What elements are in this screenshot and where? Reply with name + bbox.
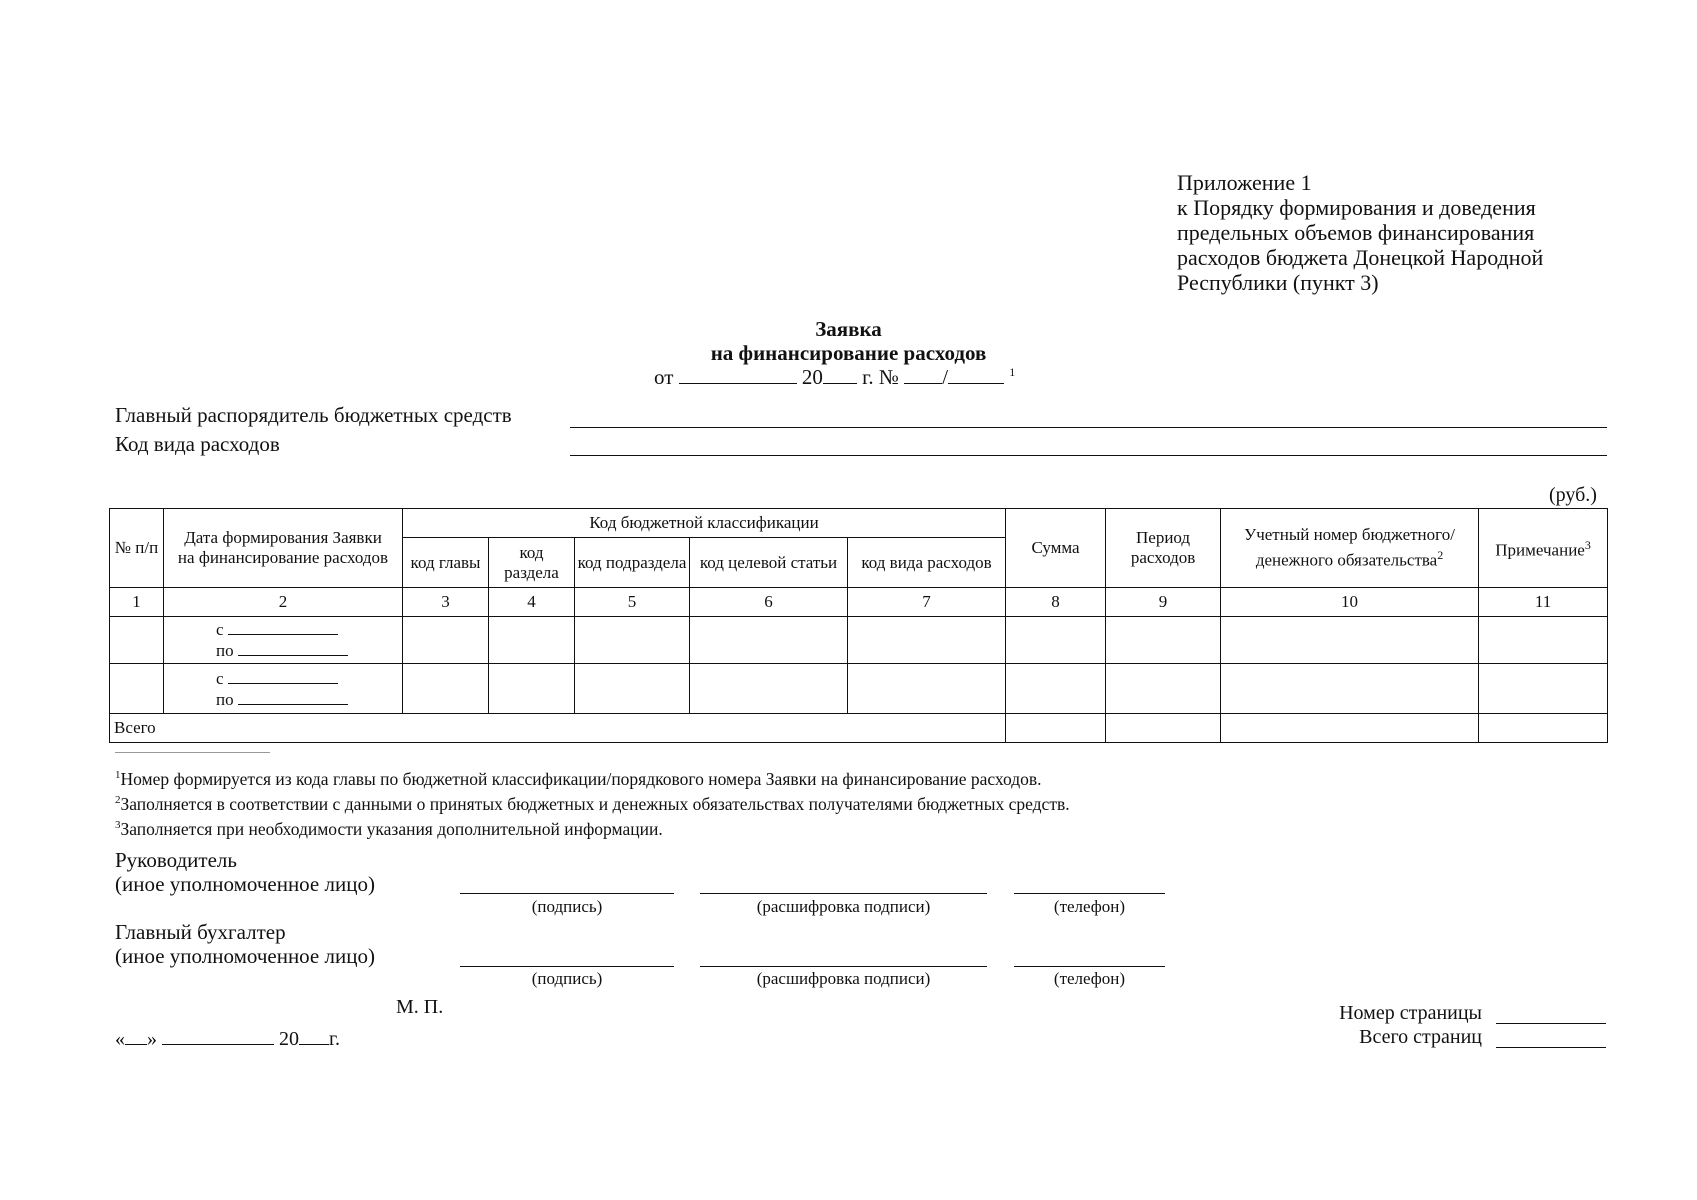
day-blank[interactable]: [125, 1026, 147, 1045]
cell-period[interactable]: [1106, 664, 1221, 714]
header-note-text: Примечание: [1495, 540, 1585, 560]
main-manager-field[interactable]: [570, 427, 1607, 428]
footnote-ref-3: 3: [1584, 538, 1591, 553]
header-code-subsection: код подраздела: [575, 538, 690, 588]
cell-date-range[interactable]: [164, 617, 403, 664]
document-title: [0, 317, 1697, 365]
period-to-label: по: [216, 689, 234, 709]
column-number: 1: [110, 588, 164, 617]
cell-note[interactable]: [1479, 617, 1608, 664]
title-date-line: [654, 365, 1015, 390]
page-number-field[interactable]: [1496, 1023, 1606, 1024]
total-label: Всего: [110, 714, 1006, 743]
footnote-ref-2: 2: [1437, 548, 1444, 563]
head-signature-caption: (подпись): [531, 897, 603, 916]
year-blank[interactable]: [823, 365, 857, 384]
cell-sum[interactable]: [1006, 664, 1106, 714]
quote-close: »: [147, 1028, 157, 1050]
total-account-number[interactable]: [1221, 714, 1479, 743]
bottom-year-suffix: г.: [329, 1028, 340, 1050]
header-budget-class: Код бюджетной классификации: [403, 509, 1006, 538]
period-from-blank[interactable]: [228, 619, 338, 635]
header-period: Период расходов: [1106, 509, 1221, 588]
period-to-label: по: [216, 641, 234, 660]
cell-sum[interactable]: [1006, 617, 1106, 664]
footnote-2: [115, 790, 1070, 815]
column-number: 3: [403, 588, 489, 617]
head-title: Руководитель: [115, 848, 237, 872]
header-sum: Сумма: [1006, 509, 1106, 588]
month-blank[interactable]: [162, 1026, 274, 1045]
header-note: [1479, 509, 1608, 588]
date-prefix: от: [654, 365, 674, 389]
currency-label: (руб.): [1549, 484, 1597, 506]
cell-code-section[interactable]: [489, 664, 575, 714]
accountant-decoding-field[interactable]: [700, 966, 987, 967]
footnote-ref-1: 1: [1009, 365, 1016, 379]
accountant-signature-label: [115, 920, 375, 968]
cell-code-target[interactable]: [690, 664, 848, 714]
appendix-line: Приложение 1: [1177, 170, 1312, 195]
title-line-2: на финансирование расходов: [710, 341, 987, 365]
page-number-label: Номер страницы: [1339, 1002, 1482, 1024]
column-number: 8: [1006, 588, 1106, 617]
accountant-phone-field[interactable]: [1014, 966, 1165, 967]
stamp-label: М. П.: [396, 996, 444, 1018]
title-line-1: Заявка: [815, 317, 882, 341]
header-num: № п/п: [110, 509, 164, 588]
cell-code-section[interactable]: [489, 617, 575, 664]
bottom-year-prefix: 20: [279, 1028, 299, 1050]
appendix-line: Республики (пункт 3): [1177, 270, 1379, 295]
table-row: [110, 617, 1608, 664]
total-note[interactable]: [1479, 714, 1608, 743]
table-row: [110, 664, 1608, 714]
cell-code-head[interactable]: [403, 664, 489, 714]
total-pages-label: Всего страниц: [1359, 1026, 1482, 1048]
footnote-num: 2: [115, 793, 121, 806]
header-date-line-1: Дата формирования Заявки: [184, 528, 382, 547]
column-number: 5: [575, 588, 690, 617]
total-period[interactable]: [1106, 714, 1221, 743]
head-decoding-caption: (расшифровка подписи): [756, 897, 931, 916]
number-slash: /: [942, 365, 949, 389]
year-suffix: г. №: [862, 365, 899, 389]
head-subtitle: (иное уполномоченное лицо): [115, 872, 375, 896]
cell-code-subsection[interactable]: [575, 617, 690, 664]
period-from-label: с: [216, 620, 224, 639]
financing-table: [109, 508, 1608, 743]
accountant-signature-field[interactable]: [460, 966, 674, 967]
footnote-separator: [115, 752, 270, 753]
appendix-line: к Порядку формирования и доведения: [1177, 195, 1536, 220]
footnote-text: Номер формируется из кода главы по бюджетной классификации/порядкового номера Заявки на финансирование расходов.: [120, 768, 1042, 789]
footnote-num: 1: [115, 769, 121, 781]
column-number: 7: [848, 588, 1006, 617]
appendix-header: [1177, 170, 1543, 295]
footnote-num: 3: [115, 818, 121, 831]
column-number: 11: [1479, 588, 1608, 617]
head-decoding-field[interactable]: [700, 893, 987, 894]
cell-code-subsection[interactable]: [575, 664, 690, 714]
total-pages-field[interactable]: [1496, 1047, 1606, 1048]
main-manager-label: Главный распорядитель бюджетных средств: [115, 403, 512, 427]
footnote-text: Заполняется при необходимости указания дополнительной информации.: [120, 818, 663, 839]
quote-open: «: [115, 1028, 125, 1050]
date-blank[interactable]: [679, 365, 797, 384]
header-account-number: [1221, 509, 1479, 588]
period-from-label: с: [216, 668, 224, 688]
header-date-line-2: на финансирование расходов: [177, 548, 389, 567]
year-prefix: 20: [801, 365, 823, 389]
cell-num[interactable]: [110, 664, 164, 714]
cell-account-number[interactable]: [1221, 664, 1479, 714]
expense-code-field[interactable]: [570, 455, 1607, 456]
total-sum[interactable]: [1006, 714, 1106, 743]
accountant-title: Главный бухгалтер: [115, 920, 286, 944]
column-number: 10: [1221, 588, 1479, 617]
header-code-head: код главы: [403, 538, 489, 588]
expense-code-label: Код вида расходов: [115, 432, 280, 456]
accountant-signature-caption: (подпись): [531, 969, 603, 988]
cell-note[interactable]: [1479, 664, 1608, 714]
appendix-line: предельных объемов финансирования: [1177, 220, 1535, 245]
cell-code-head[interactable]: [403, 617, 489, 664]
head-signature-label: [115, 848, 375, 896]
column-number-row: [110, 588, 1608, 617]
period-from-blank[interactable]: [228, 668, 338, 684]
accountant-phone-caption: (телефон): [1053, 969, 1126, 988]
bottom-date: [115, 1026, 340, 1051]
column-number: 6: [690, 588, 848, 617]
cell-date-range[interactable]: [164, 664, 403, 714]
header-code-section: код раздела: [489, 538, 575, 588]
header-code-target: код целевой статьи: [690, 538, 848, 588]
footnote-1: [115, 765, 1070, 790]
period-to-blank[interactable]: [238, 640, 348, 656]
cell-num[interactable]: [110, 617, 164, 664]
cell-period[interactable]: [1106, 617, 1221, 664]
number-blank-2[interactable]: [948, 365, 1004, 384]
head-phone-caption: (телефон): [1053, 897, 1126, 916]
head-phone-field[interactable]: [1014, 893, 1165, 894]
header-account-number-text: Учетный номер бюджетного/ денежного обязательства: [1244, 525, 1455, 570]
cell-code-type[interactable]: [848, 617, 1006, 664]
bottom-year-blank[interactable]: [299, 1026, 329, 1045]
header-date: [164, 509, 403, 588]
appendix-line: расходов бюджета Донецкой Народной: [1177, 245, 1544, 270]
cell-code-target[interactable]: [690, 617, 848, 664]
footnotes: [115, 765, 1070, 839]
number-blank-1[interactable]: [904, 365, 942, 384]
cell-account-number[interactable]: [1221, 617, 1479, 664]
footnote-3: [115, 815, 1070, 840]
total-row: [110, 714, 1608, 743]
period-to-blank[interactable]: [238, 689, 348, 705]
head-signature-field[interactable]: [460, 893, 674, 894]
column-number: 9: [1106, 588, 1221, 617]
footnote-text: Заполняется в соответствии с данными о принятых бюджетных и денежных обязательствах получателями бюджетных средств.: [120, 793, 1070, 814]
header-row-1: [110, 509, 1608, 538]
accountant-subtitle: (иное уполномоченное лицо): [115, 944, 375, 968]
header-code-type: код вида расходов: [848, 538, 1006, 588]
accountant-decoding-caption: (расшифровка подписи): [756, 969, 931, 988]
column-number: 4: [489, 588, 575, 617]
cell-code-type[interactable]: [848, 664, 1006, 714]
column-number: 2: [164, 588, 403, 617]
